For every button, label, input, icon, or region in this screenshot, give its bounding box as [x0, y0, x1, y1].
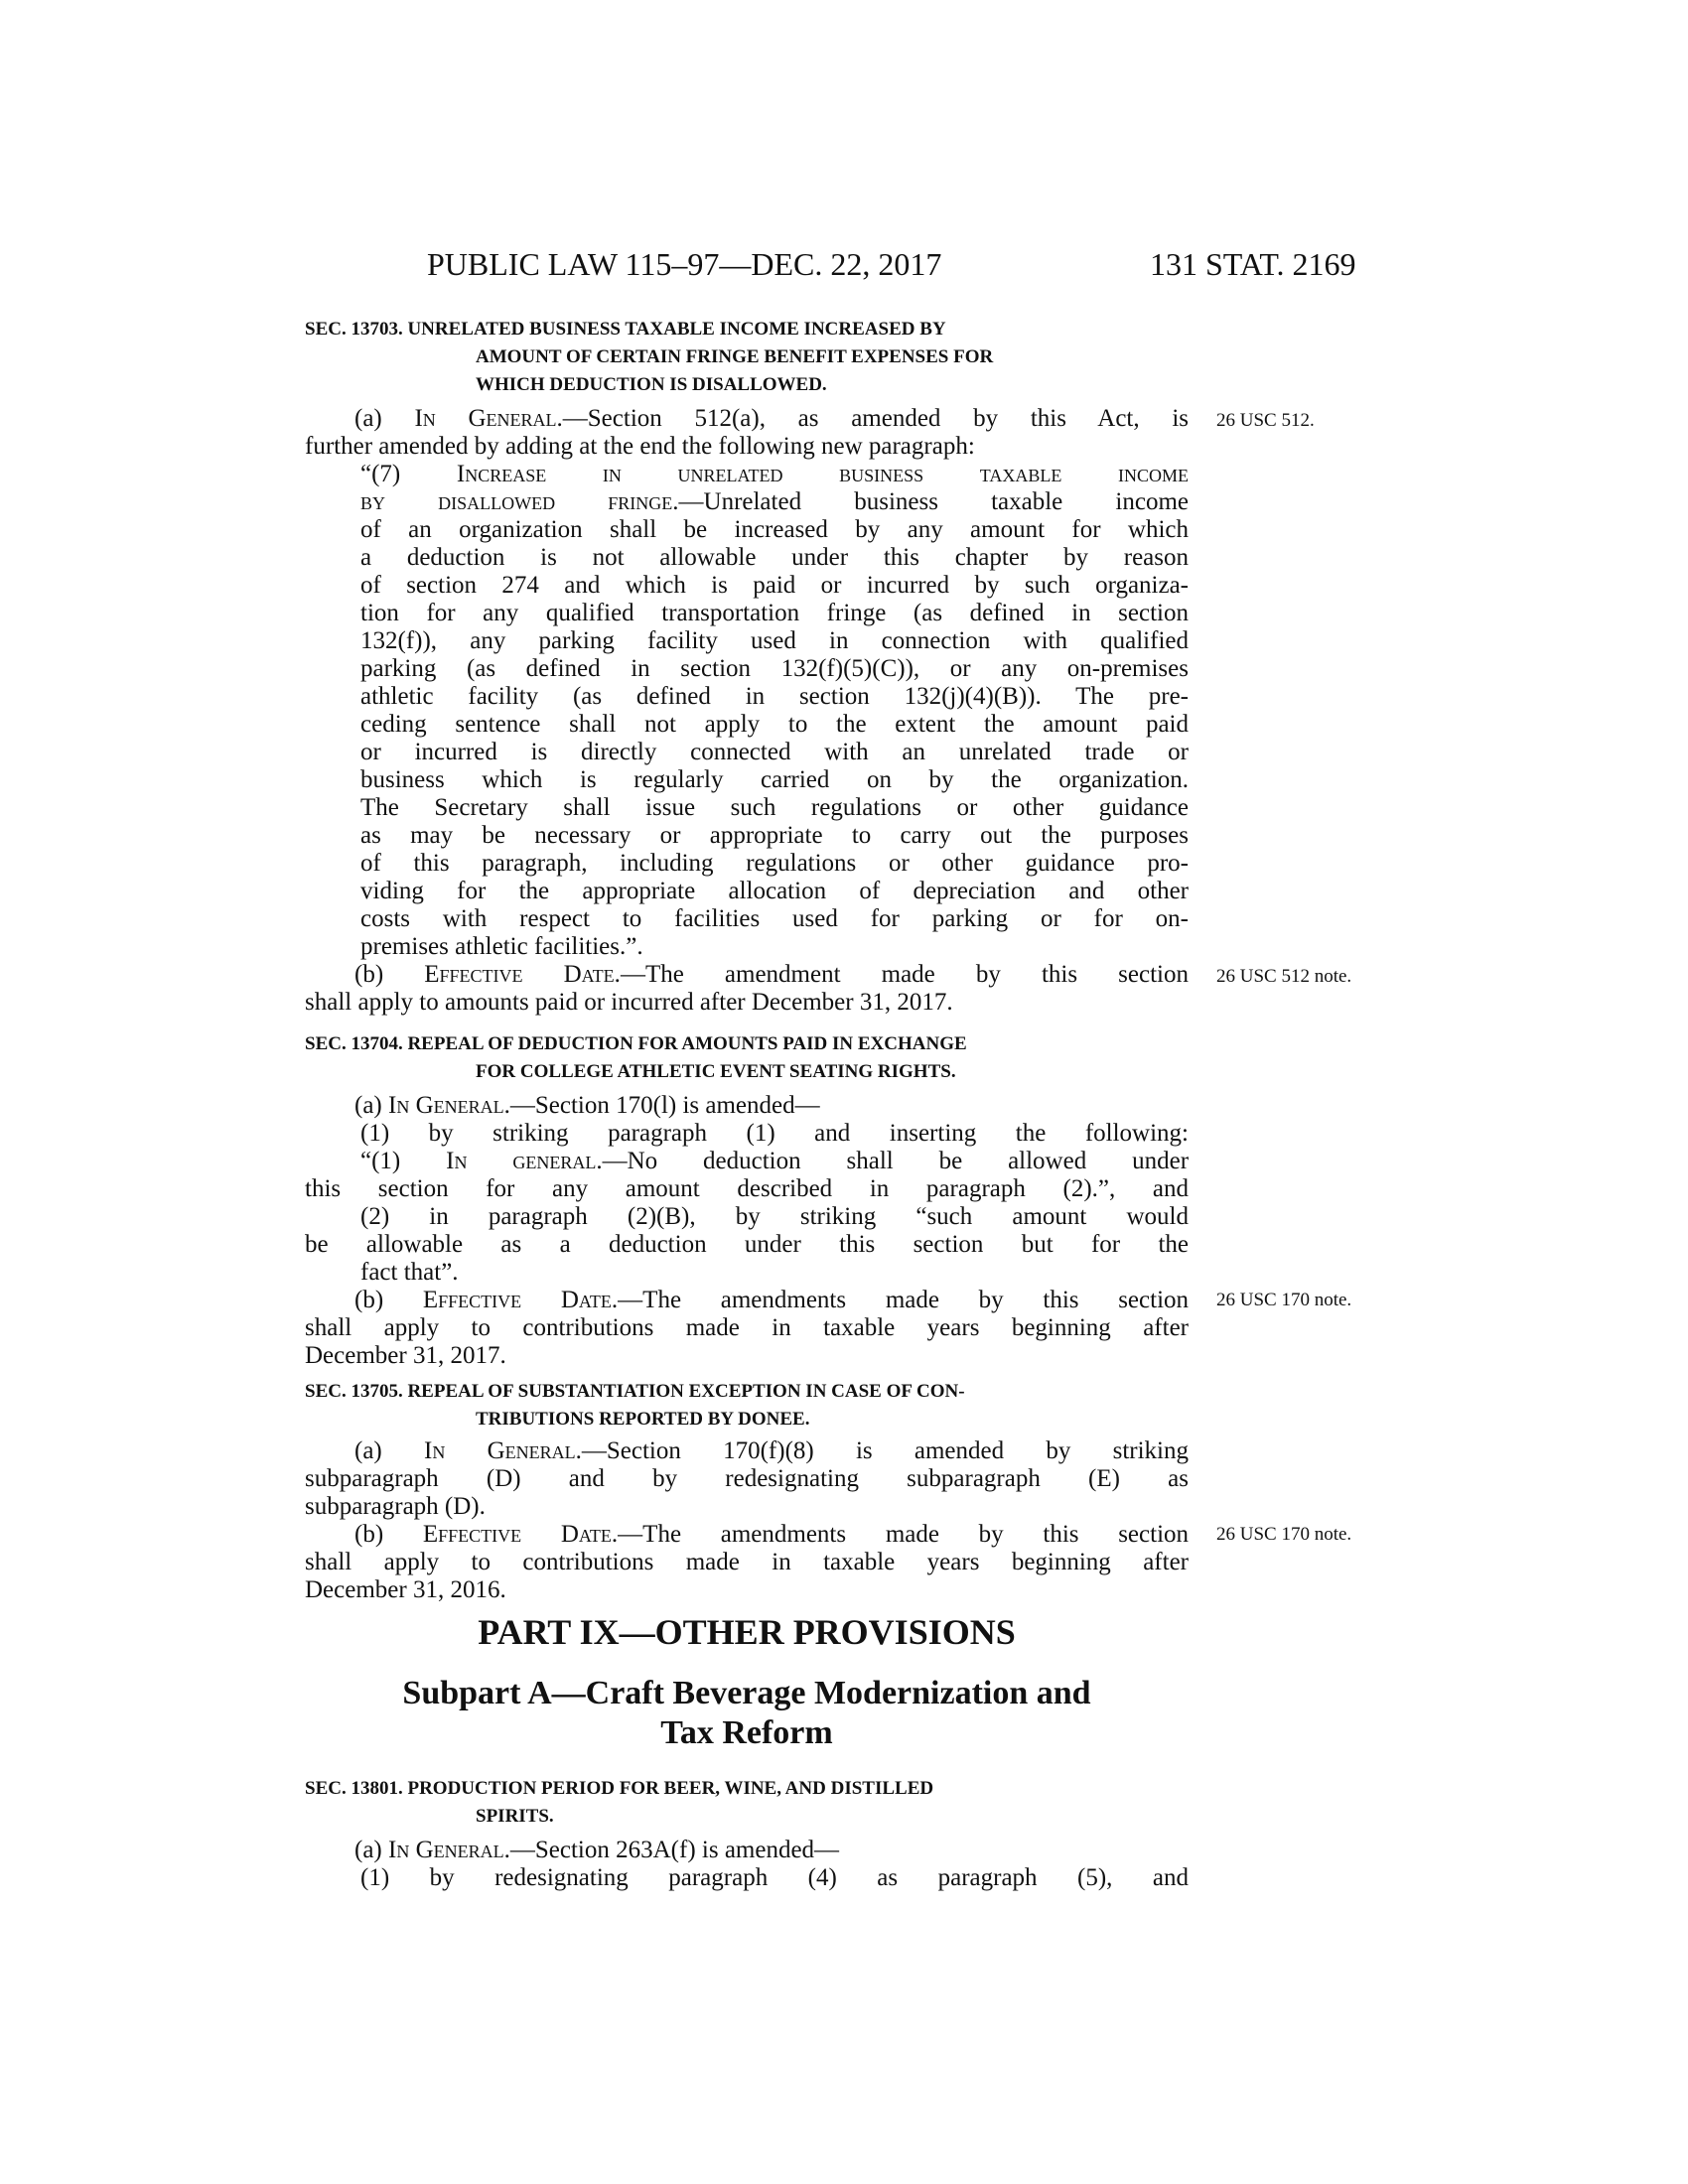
running-head-title: PUBLIC LAW 115–97—DEC. 22, 2017	[427, 246, 942, 282]
section-13704-heading: SEC. 13704. REPEAL OF DEDUCTION FOR AMOUNTS PAID IN EXCHANGE FOR COLLEGE ATHLETIC EVENT SEATING RIGHTS.	[305, 1033, 967, 1082]
part-heading: PART IX—OTHER PROVISIONS	[478, 1612, 1016, 1652]
margin-note-usc: 26 USC 170 note.	[1216, 1290, 1352, 1310]
subsection-a-line: (a) In General.—Section 512(a), as amended by this Act, is	[354, 405, 1189, 432]
section-13704-body: (a) In General.—Section 170(l) is amended— (1) by striking paragraph (1) and inserting the following: “(1) In general.—No deduction shall be allowed under this section for any amount described in paragraph (2).”, and (2) in paragraph (2)(B), by striking “such amount would be allowable as a deduction under this section but for the fact that”. (b) Effective Date.—The amendments made by this section shall apply to contributions made in taxable years beginning after December 31, 2017.	[305, 1092, 1190, 1369]
caption-effective-date: Effective Date.	[424, 961, 621, 988]
caption-in-general: In General.	[414, 405, 563, 432]
section-13705-heading: SEC. 13705. REPEAL OF SUBSTANTIATION EXCEPTION IN CASE OF CON- TRIBUTIONS REPORTED BY DONEE.	[305, 1381, 965, 1430]
subsection-b-line: (b) Effective Date.—The amendment made by this section	[354, 961, 1189, 988]
section-13703-heading: SEC. 13703. UNRELATED BUSINESS TAXABLE INCOME INCREASED BY AMOUNT OF CERTAIN FRINGE BENEFIT EXPENSES FOR WHICH DEDUCTION IS DISALLOWED.	[305, 319, 994, 395]
margin-note-usc: 26 USC 512 note.	[1216, 966, 1352, 987]
subpart-heading: Subpart A—Craft Beverage Modernization and Tax Reform	[402, 1675, 1091, 1751]
margin-note-usc: 26 USC 170 note.	[1216, 1524, 1352, 1545]
running-head	[0, 244, 1688, 284]
section-13801-heading: SEC. 13801. PRODUCTION PERIOD FOR BEER, WINE, AND DISTILLED SPIRITS.	[305, 1778, 934, 1827]
section-13705-body: (a) In General.—Section 170(f)(8) is amended by striking subparagraph (D) and by redesignating subparagraph (E) as subparagraph (D). (b) Effective Date.—The amendments made by this section shall apply to contributions made in taxable years beginning after December 31, 2016.	[305, 1437, 1190, 1603]
margin-note-usc: 26 USC 512.	[1216, 410, 1315, 431]
quoted-paragraph-7: “(7) Increase in unrelated business taxable income	[360, 461, 1189, 487]
running-head-page-number: 131 STAT. 2169	[1150, 246, 1356, 282]
section-13801-body: (a) In General.—Section 263A(f) is amended— (1) by redesignating paragraph (4) as paragraph (5), and	[354, 1837, 1189, 1891]
section-13703-body: (a) In General.—Section 512(a), as amended by this Act, is further amended by adding at the end the following new paragraph: “(7) Increase in unrelated business taxable income by disallowed fringe.—Unrelated business taxable income of an organization shall be increased by any amount for which a deduction is not allowable under this chapter by reason of section 274 and which is paid or incurred by such organiza- tion for any qualified transportation fringe (as defined in section 132(f)), any parking facility used in connection with qualified parking (as defined in section 132(f)(5)(C)), or any on-premises athletic facility (as defined in section 132(j)(4)(B)). The pre- ceding sentence shall not apply to the extent the amount paid or incurred is directly connected with an unrelated trade or business which is regularly carried on by the organization. The Secretary shall issue such regulations or other guidance as may be necessary or appropriate to carry out the purposes of this paragraph, including regulations or other guidance pro- viding for the appropriate allocation of depreciation and other costs with respect to facilities used for parking or for on- premises athletic facilities.”. (b) Effective Date.—The amendment made by this section shall apply to amounts paid or incurred after December 31, 2017.	[305, 405, 1189, 1016]
